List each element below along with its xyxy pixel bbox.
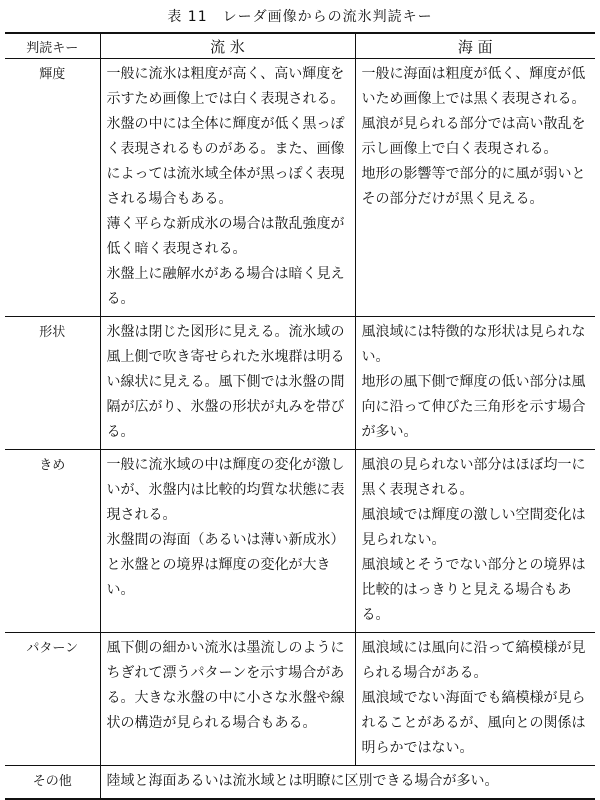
row-key: パターン	[5, 633, 100, 766]
header-key: 判読キー	[5, 33, 100, 59]
ice-cell	[100, 633, 355, 766]
sea-cell	[355, 59, 595, 317]
ice-paragraph: 氷盤の中には全体に輝度が低く黒っぽく表現されるものがある。また、画像によっては流氷域全体が黒っぽく表現される場合もある。	[106, 116, 345, 207]
ice-cell	[100, 317, 355, 450]
table-row	[5, 317, 595, 450]
header-row	[5, 33, 595, 59]
sea-paragraph: 一般に海面は粗度が低く、輝度が低いため画像上では黒く表現される。	[361, 66, 586, 107]
sea-paragraph: 地形の影響等で部分的に風が弱いとその部分だけが黒く見える。	[361, 166, 586, 207]
ice-paragraph: 風下側の細かい流氷は墨流しのようにちぎれて漂うパターンを示す場合がある。大きな氷盤の中に小さな氷盤や線状の構造が見られる場合もある。	[106, 640, 345, 731]
header-sea: 海 面	[355, 33, 595, 59]
ice-cell	[100, 450, 355, 633]
sea-paragraph: 風浪域には特徴的な形状は見られない。	[361, 324, 586, 365]
ice-paragraph: 一般に流氷は粗度が高く、高い輝度を示すため画像上では白く表現される。	[106, 66, 345, 107]
table-row	[5, 59, 595, 317]
row-key: きめ	[5, 450, 100, 633]
ice-paragraph: 氷盤間の海面（あるいは薄い新成氷）と氷盤との境界は輝度の変化が大きい。	[106, 532, 345, 598]
sea-paragraph: 風浪が見られる部分では高い散乱を示し画像上で白く表現される。	[361, 116, 586, 157]
sea-cell	[355, 317, 595, 450]
table-row	[5, 633, 595, 766]
sea-paragraph: 風浪の見られない部分はほぼ均一に黒く表現される。	[361, 457, 586, 498]
ice-paragraph: 薄く平らな新成氷の場合は散乱強度が低く暗く表現される。	[106, 216, 345, 257]
row-key: 形状	[5, 317, 100, 450]
sea-paragraph: 風浪域では輝度の激しい空間変化は見られない。	[361, 507, 586, 548]
sea-cell	[355, 450, 595, 633]
sea-paragraph: 風浪域とそうでない部分との境界は比較的はっきりと見える場合もある。	[361, 557, 586, 623]
ice-paragraph: 氷盤上に融解水がある場合は暗く見える。	[106, 266, 345, 307]
row-key: 輝度	[5, 59, 100, 317]
sea-paragraph: 地形の風下側で輝度の低い部分は風向に沿って伸びた三角形を示す場合が多い。	[361, 374, 586, 440]
sea-paragraph: 風浪域には風向に沿って縞模様が見られる場合がある。	[361, 640, 586, 681]
sea-paragraph: 風浪域でない海面でも縞模様が見られることがあるが、風向との関係は明らかではない。	[361, 690, 586, 756]
row-key: その他	[5, 766, 100, 800]
ice-paragraph: 氷盤は閉じた図形に見える。流氷域の風上側で吹き寄せられた氷塊群は明るい線状に見える。風下側では氷盤の間隔が広がり、氷盤の形状が丸みを帯びる。	[106, 324, 345, 440]
table-row	[5, 766, 595, 800]
ice-cell	[100, 59, 355, 317]
sea-cell	[355, 633, 595, 766]
table-row	[5, 450, 595, 633]
other-cell: 陸域と海面あるいは流氷域とは明瞭に区別できる場合が多い。	[100, 766, 595, 800]
interpretation-key-table	[5, 32, 595, 800]
ice-paragraph: 一般に流氷域の中は輝度の変化が激しいが、氷盤内は比較的均質な状態に表現される。	[106, 457, 345, 523]
table-title: 表 11 レーダ画像からの流氷判読キー	[167, 9, 433, 25]
header-ice: 流 氷	[100, 33, 355, 59]
